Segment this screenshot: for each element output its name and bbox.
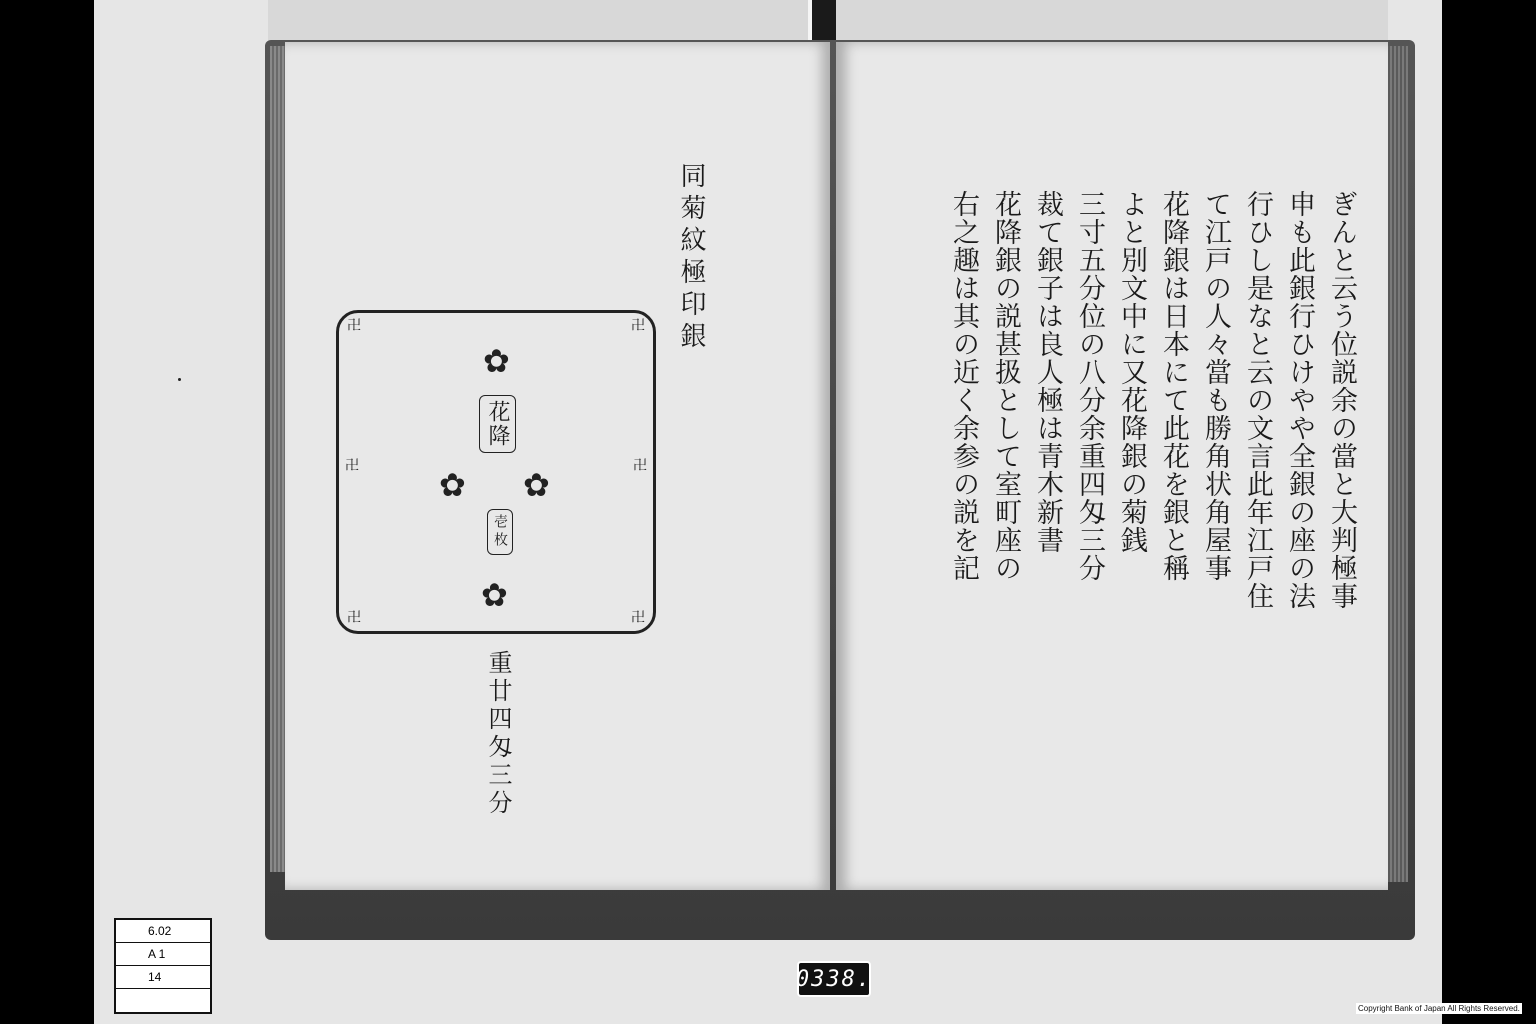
shelf-label-row: 14 [116,966,210,989]
binding-gap [812,0,836,44]
previous-page-edge [268,0,812,44]
side-mark-icon: 卍 [633,458,647,474]
shelf-label-row: 6.02 [116,920,210,943]
coin-main-inscription: 花降 [479,395,516,453]
coin-caption-title: 同菊紋極印銀 [676,162,706,354]
flower-crest-icon: ✿ [523,466,550,504]
corner-mark-icon: 卍 [631,610,645,626]
corner-mark-icon: 卍 [631,318,645,334]
corner-mark-icon: 卍 [347,610,361,626]
manuscript-column: ぎんと云う位説余の當と大判極事 [1326,190,1357,610]
shelf-label-row [116,989,210,1012]
previous-page-edge-right [836,0,1388,44]
manuscript-column: 行ひし是なと云の文言此年江戸住 [1242,190,1273,610]
flower-crest-icon: ✿ [481,576,508,614]
flower-crest-icon: ✿ [439,466,466,504]
manuscript-column: 花降銀の説甚扱として室町座の [990,190,1021,582]
manuscript-text [940,190,1360,830]
coin-weight-caption: 重廿四匁三分 [484,650,512,818]
manuscript-column: 申も此銀行ひけやや全銀の座の法 [1284,190,1315,610]
manuscript-column: 三寸五分位の八分余重四匁三分 [1074,190,1105,582]
flower-crest-icon: ✿ [483,342,510,380]
coin-sub-inscription: 壱枚 [487,509,513,555]
page-edge-right [1386,46,1408,882]
page-edge-left [270,46,286,872]
shelf-label [114,918,212,1014]
manuscript-column: 花降銀は日本にて此花を銀と稱 [1158,190,1189,582]
coin-illustration [336,310,656,634]
shelf-label-row: A 1 [116,943,210,966]
manuscript-column: 右之趣は其の近く余参の説を記 [948,190,979,582]
copyright-notice: Copyright Bank of Japan All Rights Reserved. [1358,1004,1520,1013]
speck [178,378,181,381]
manuscript-column: 裁て銀子は良人極は青木新書 [1032,190,1063,554]
manuscript-column: て江戸の人々當も勝角状角屋事 [1200,190,1231,582]
corner-mark-icon: 卍 [347,318,361,334]
manuscript-column: よと別文中に又花降銀の菊銭 [1116,190,1147,554]
frame-number: 0338. [797,961,871,997]
side-mark-icon: 卍 [345,458,359,474]
